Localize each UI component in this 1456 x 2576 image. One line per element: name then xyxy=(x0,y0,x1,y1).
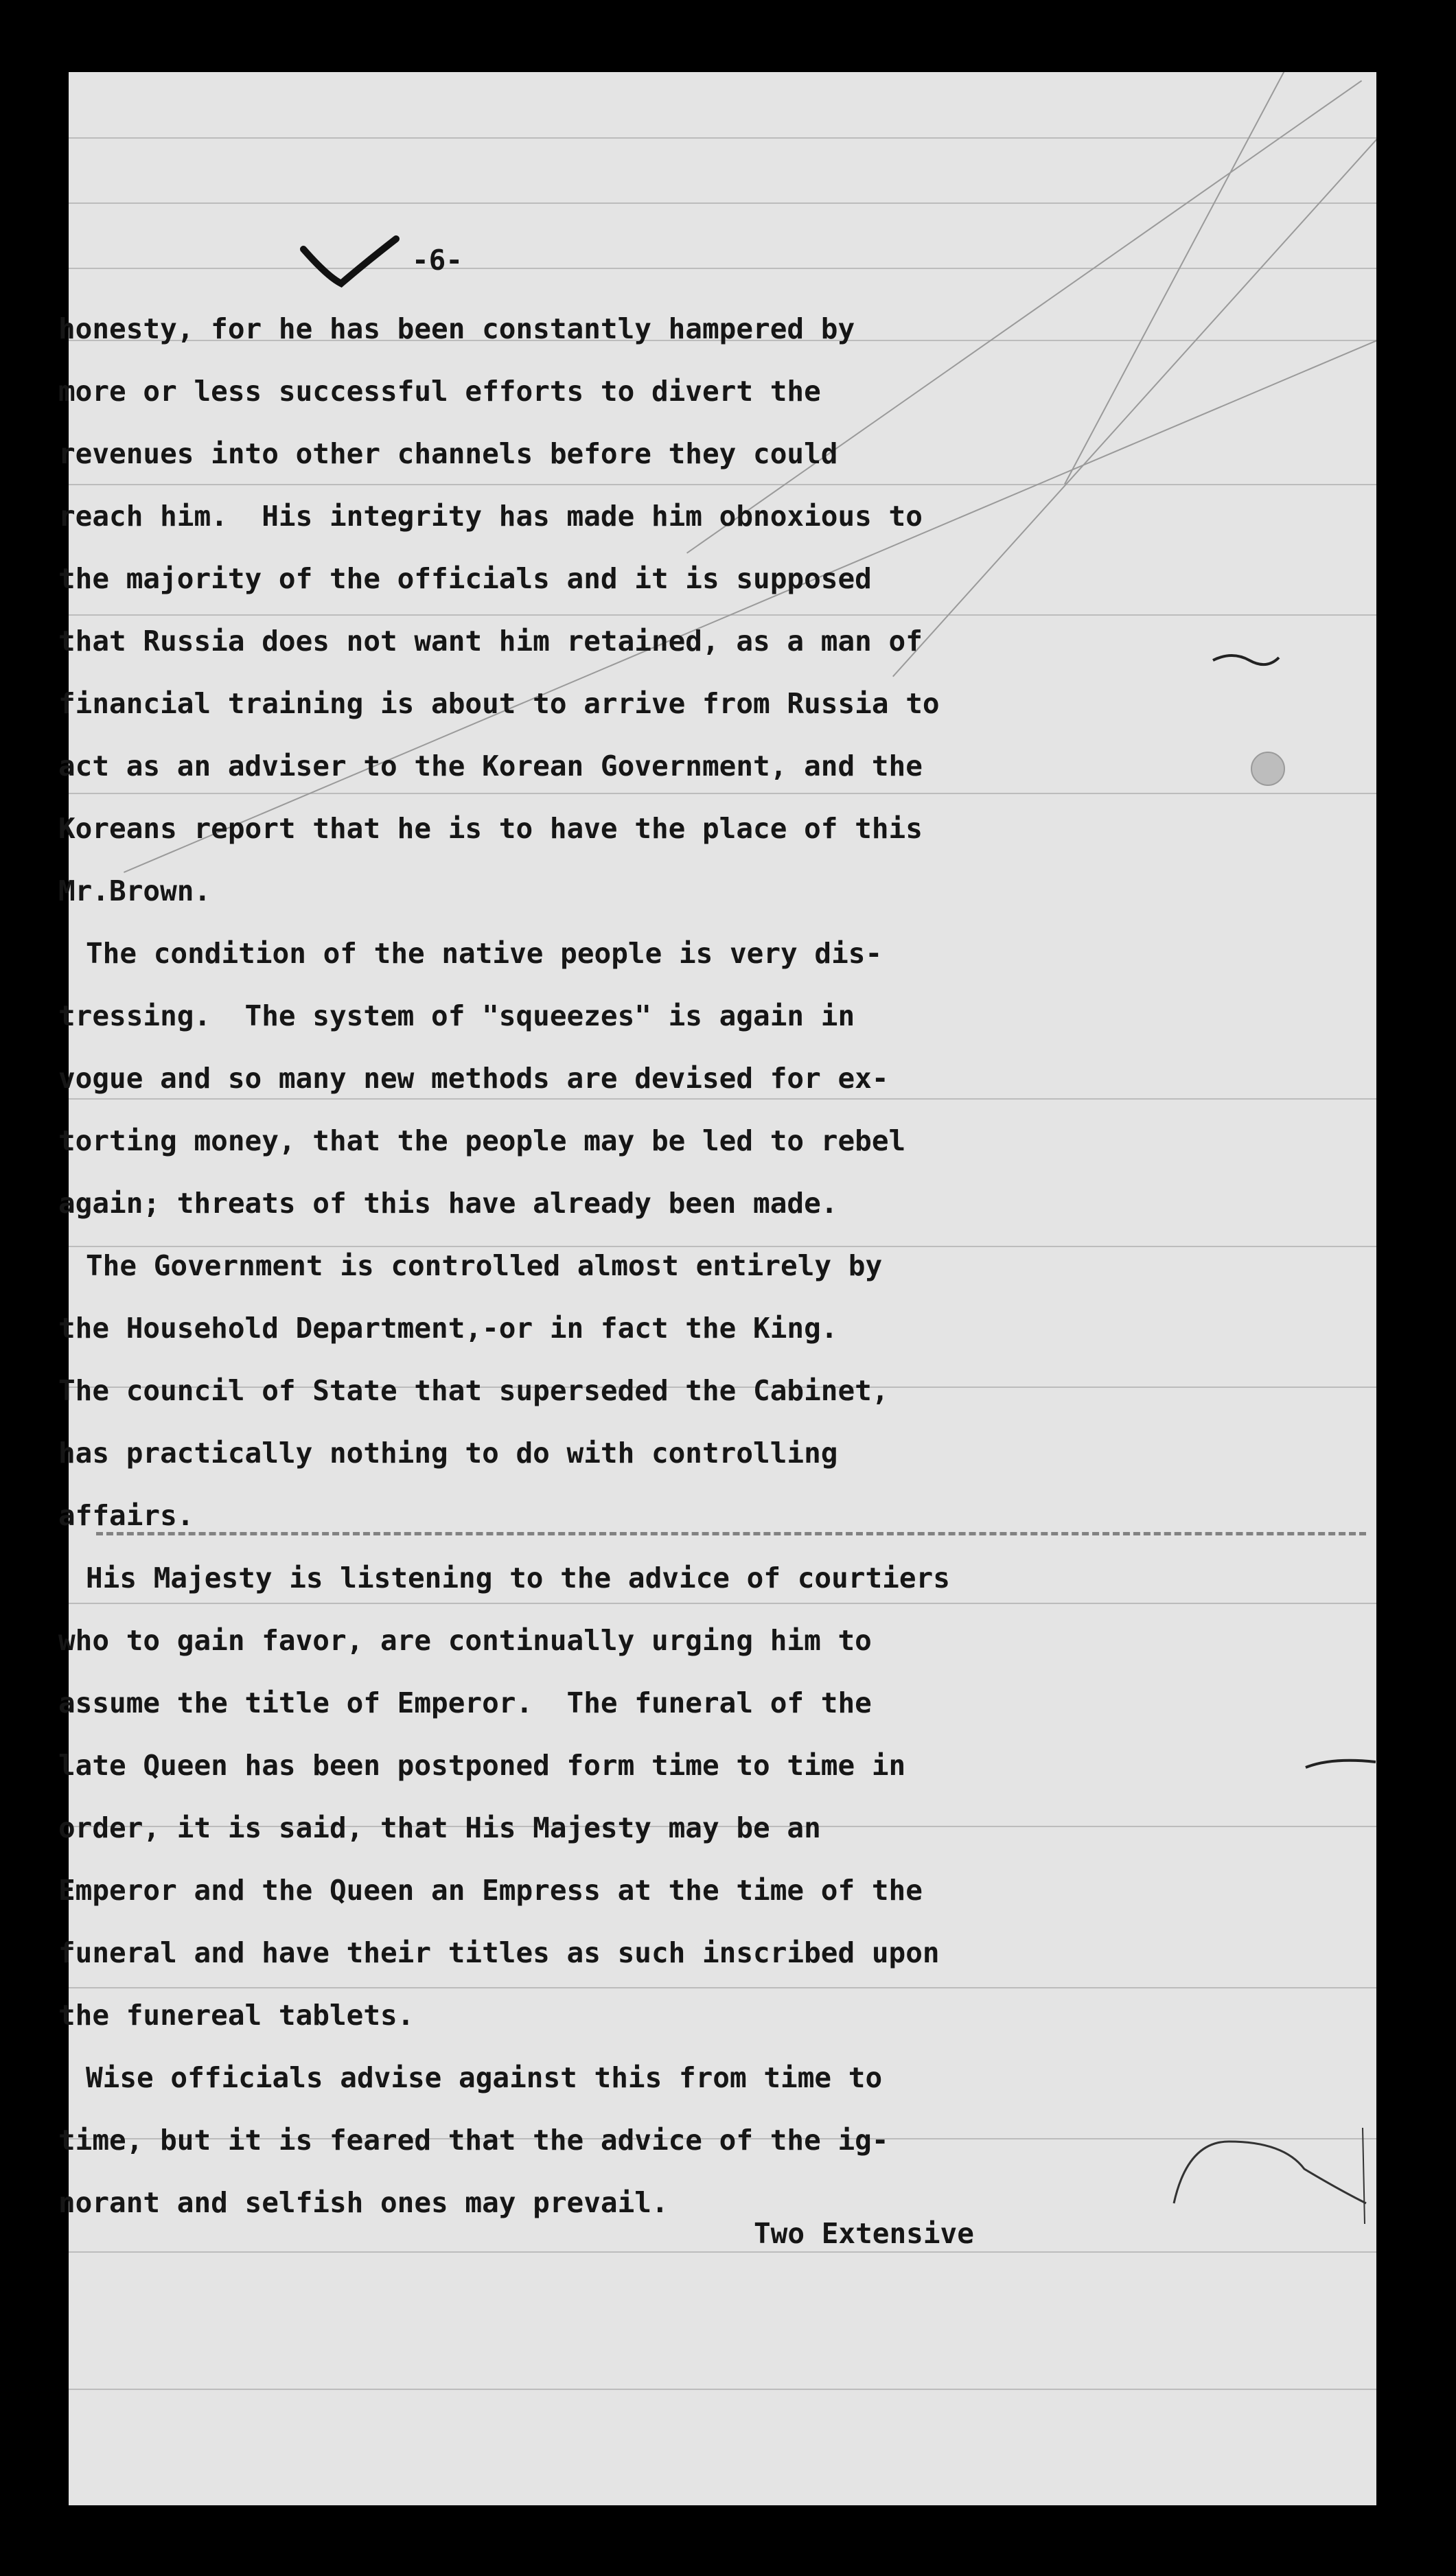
text-line: Mr.Brown. xyxy=(58,874,211,907)
text-line: order, it is said, that His Majesty may be an xyxy=(58,1811,821,1844)
text-line: again; threats of this have already been made. xyxy=(58,1187,838,1220)
smudge xyxy=(1251,752,1285,786)
text-line: reach him. His integrity has made him obnoxious to xyxy=(58,500,923,533)
text-line: His Majesty is listening to the advice of courtiers xyxy=(86,1562,950,1594)
text-line: norant and selfish ones may prevail. xyxy=(58,2186,669,2219)
text-line: financial training is about to arrive from Russia to xyxy=(58,687,940,720)
text-line: late Queen has been postponed form time to time in xyxy=(58,1749,906,1782)
text-line: tressing. The system of "squeezes" is again in xyxy=(58,999,855,1032)
text-line: assume the title of Emperor. The funeral of the xyxy=(58,1686,872,1719)
text-line: that Russia does not want him retained, as a man of xyxy=(58,625,923,658)
catchword: Two Extensive xyxy=(754,2217,974,2250)
text-line: Koreans report that he is to have the place of this xyxy=(58,812,923,845)
page-number: -6- xyxy=(412,244,463,277)
text-line: revenues into other channels before they could xyxy=(58,437,838,470)
text-line: who to gain favor, are continually urging him to xyxy=(58,1624,872,1657)
text-line: act as an adviser to the Korean Government, and the xyxy=(58,750,923,782)
text-line: the funereal tablets. xyxy=(58,1999,415,2032)
text-line: honesty, for he has been constantly hampered by xyxy=(58,312,855,345)
text-line: The council of State that superseded the Cabinet, xyxy=(58,1374,889,1407)
text-line: time, but it is feared that the advice of the ig- xyxy=(58,2124,889,2157)
text-line: affairs. xyxy=(58,1499,194,1532)
text-line: the majority of the officials and it is supposed xyxy=(58,562,872,595)
text-line: Wise officials advise against this from time to xyxy=(86,2061,883,2094)
text-line: vogue and so many new methods are devised for ex- xyxy=(58,1062,889,1095)
margin-stroke xyxy=(1304,1747,1376,1774)
text-line: has practically nothing to do with controlling xyxy=(58,1437,838,1470)
text-line: the Household Department,-or in fact the King. xyxy=(58,1312,838,1345)
text-line: Emperor and the Queen an Empress at the time of the xyxy=(58,1874,923,1907)
text-line: The Government is controlled almost entirely by xyxy=(86,1249,883,1282)
body-text xyxy=(58,235,1225,2234)
text-line: more or less successful efforts to divert the xyxy=(58,375,821,408)
text-line: The condition of the native people is very dis- xyxy=(86,937,883,970)
text-line: funeral and have their titles as such inscribed upon xyxy=(58,1936,940,1969)
text-line: torting money, that the people may be led to rebel xyxy=(58,1124,906,1157)
